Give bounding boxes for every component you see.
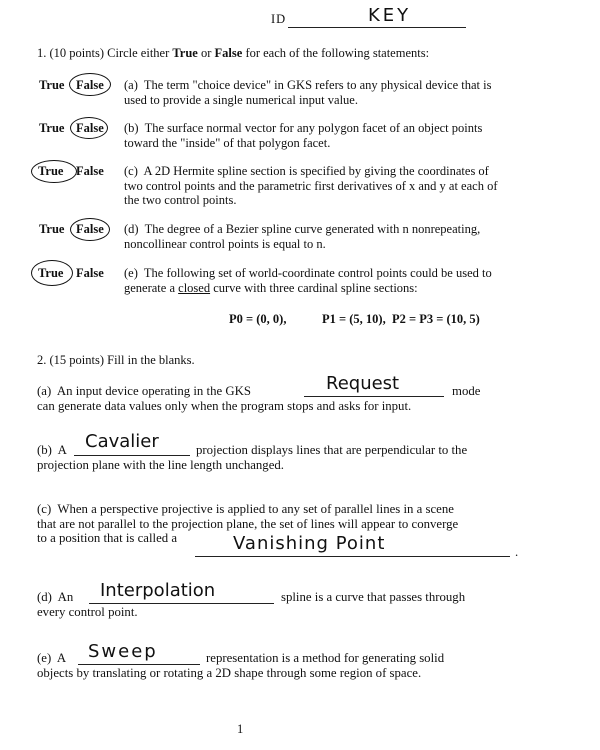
id-label: ID bbox=[271, 12, 287, 26]
heading-false: False bbox=[214, 46, 243, 60]
item-text: A bbox=[57, 443, 67, 457]
item-text: When a perspective projective is applied to any set of parallel lines in a scene bbox=[57, 502, 454, 516]
fill-a-line2: can generate data values only when the program stops and asks for input. bbox=[37, 399, 412, 413]
question2-heading: 2. (15 points) Fill in the blanks. bbox=[37, 353, 195, 367]
item-letter: (d) bbox=[37, 590, 52, 604]
item-text: A 2D Hermite spline section is specified by giving the coordinates of two control points and the parametric first derivatives of x and y at each of the two control points. bbox=[124, 164, 498, 207]
fill-c-line1 bbox=[37, 502, 454, 517]
option-false-a[interactable]: False bbox=[76, 78, 104, 92]
control-point-2-3: P2 = P3 = (10, 5) bbox=[392, 312, 480, 326]
id-value: KEY bbox=[368, 5, 412, 26]
fill-a-line1 bbox=[37, 384, 251, 399]
item-text: The term "choice device" in GKS refers to any physical device that is used to provide a single numerical input value. bbox=[124, 78, 492, 107]
page-number: 1 bbox=[237, 722, 244, 736]
fill-a-after: mode bbox=[452, 384, 481, 398]
option-false-e[interactable]: False bbox=[76, 266, 104, 280]
option-true-b[interactable]: True bbox=[39, 121, 65, 135]
statement-c bbox=[124, 164, 504, 208]
item-letter: (d) bbox=[124, 222, 139, 236]
item-letter: (b) bbox=[124, 121, 139, 135]
answer-b: Cavalier bbox=[85, 431, 159, 452]
fill-d-after: spline is a curve that passes through bbox=[281, 590, 466, 604]
option-false-b[interactable]: False bbox=[76, 121, 104, 135]
answer-c: Vanishing Point bbox=[233, 533, 386, 554]
option-false-c[interactable]: False bbox=[76, 164, 104, 178]
fill-e-line2: objects by translating or rotating a 2D shape through some region of space. bbox=[37, 666, 422, 680]
item-letter: (a) bbox=[124, 78, 138, 92]
statement-d bbox=[124, 222, 504, 251]
answer-blank-b[interactable] bbox=[74, 455, 190, 456]
fill-d-line2: every control point. bbox=[37, 605, 138, 619]
item-text: The following set of world-coordinate control points could be used to generate a bbox=[124, 266, 492, 295]
item-text: The degree of a Bezier spline curve generated with n nonrepeating, noncollinear control points is equal to n. bbox=[124, 222, 481, 251]
answer-circle bbox=[31, 260, 73, 286]
heading-true: True bbox=[172, 46, 198, 60]
option-true-c[interactable]: True bbox=[38, 164, 64, 178]
id-line bbox=[288, 27, 466, 28]
option-true-d[interactable]: True bbox=[39, 222, 65, 236]
statement-e bbox=[124, 266, 504, 295]
fill-e-after: representation is a method for generating solid bbox=[206, 651, 445, 665]
answer-circle bbox=[69, 73, 111, 96]
item-letter: (a) bbox=[37, 384, 52, 398]
item-text: An bbox=[57, 590, 74, 604]
item-letter: (c) bbox=[124, 164, 138, 178]
fill-d-line1 bbox=[37, 590, 73, 605]
fill-b-line2: projection plane with the line length unchanged. bbox=[37, 458, 284, 472]
statement-a bbox=[124, 78, 504, 107]
answer-blank-d[interactable] bbox=[89, 603, 274, 604]
item-text: An input device operating in the GKS bbox=[56, 384, 251, 398]
underlined-word: closed bbox=[178, 280, 211, 295]
control-point-0: P0 = (0, 0), bbox=[229, 312, 287, 326]
fill-c-line2: that are not parallel to the projection plane, the set of lines will appear to converge bbox=[37, 517, 459, 531]
answer-circle bbox=[70, 117, 108, 139]
question1-heading bbox=[37, 46, 429, 61]
option-true-a[interactable]: True bbox=[39, 78, 65, 92]
item-letter: (b) bbox=[37, 443, 52, 457]
fill-b-line1 bbox=[37, 443, 67, 458]
item-letter: (e) bbox=[37, 651, 52, 665]
item-letter: (c) bbox=[37, 502, 52, 516]
control-point-1: P1 = (5, 10), bbox=[322, 312, 386, 326]
heading-suffix: for each of the following statements: bbox=[242, 46, 430, 60]
option-false-d[interactable]: False bbox=[76, 222, 104, 236]
item-text: curve with three cardinal spline sections: bbox=[210, 280, 418, 295]
answer-circle bbox=[31, 160, 77, 183]
fill-c-line3: to a position that is called a bbox=[37, 531, 178, 545]
statement-b bbox=[124, 121, 504, 150]
answer-blank-c[interactable] bbox=[195, 556, 510, 557]
item-text: A bbox=[56, 651, 67, 665]
heading-prefix: 1. (10 points) Circle either bbox=[37, 46, 173, 60]
answer-a: Request bbox=[326, 373, 400, 394]
item-letter: (e) bbox=[124, 266, 138, 280]
item-text: The surface normal vector for any polygon facet of an object points toward the "inside" of that polygon facet. bbox=[124, 121, 483, 150]
answer-d: Interpolation bbox=[100, 580, 216, 601]
heading-or: or bbox=[197, 46, 215, 60]
fill-b-after: projection displays lines that are perpendicular to the bbox=[196, 443, 468, 457]
fill-c-after: . bbox=[515, 545, 519, 559]
answer-blank-a[interactable] bbox=[304, 396, 444, 397]
answer-e: Sweep bbox=[88, 641, 158, 662]
option-true-e[interactable]: True bbox=[38, 266, 64, 280]
fill-e-line1 bbox=[37, 651, 66, 666]
answer-blank-e[interactable] bbox=[78, 664, 200, 665]
answer-circle bbox=[70, 218, 110, 241]
